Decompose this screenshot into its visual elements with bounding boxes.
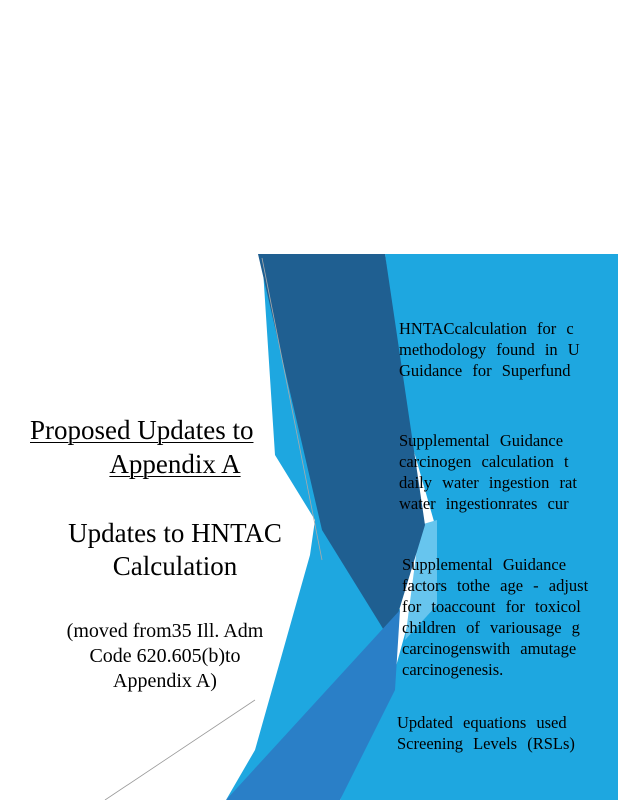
bullet-3 xyxy=(402,554,618,680)
slide-note-line-1: (moved from35 Ill. Adm xyxy=(66,620,264,642)
bullet-line: carcinogenswith amutage xyxy=(402,639,577,658)
bullet-line: methodology found in U xyxy=(399,340,580,359)
bullet-4 xyxy=(397,712,618,754)
thin-divider-line-lower xyxy=(105,700,255,800)
bullet-line: Guidance for Superfund xyxy=(399,361,571,380)
bullet-line: Supplemental Guidance xyxy=(399,431,564,450)
bullet-line: factors tothe age - adjust xyxy=(402,576,589,595)
slide-note-line-3: Appendix A) xyxy=(113,670,217,692)
bullet-line: daily water ingestion rat xyxy=(399,473,577,492)
bullet-line: Screening Levels (RSLs) xyxy=(397,734,575,753)
bullet-line: water ingestionrates cur xyxy=(399,494,569,513)
slide-title-line-2: Appendix A xyxy=(109,449,241,479)
slide-subtitle-line-2: Calculation xyxy=(112,551,238,581)
bullet-line: Supplemental Guidance xyxy=(402,555,567,574)
slide-note xyxy=(20,619,310,694)
bullet-line: children of variousage g xyxy=(402,618,580,637)
slide-subtitle xyxy=(30,517,320,583)
bullet-2 xyxy=(399,430,618,514)
bullet-line: for toaccount for toxicol xyxy=(402,597,581,616)
bullet-line: Updated equations used xyxy=(397,713,567,732)
slide-title xyxy=(30,413,320,481)
bullet-1 xyxy=(399,318,618,381)
bullet-line: carcinogen calculation t xyxy=(399,452,569,471)
bullet-line: carcinogenesis. xyxy=(402,660,504,679)
bullet-line: HNTACcalculation for c xyxy=(399,319,574,338)
slide-title-line-1: Proposed Updates to xyxy=(30,415,254,445)
slide-subtitle-line-1: Updates to HNTAC xyxy=(68,518,282,548)
slide-note-line-2: Code 620.605(b)to xyxy=(89,645,241,667)
